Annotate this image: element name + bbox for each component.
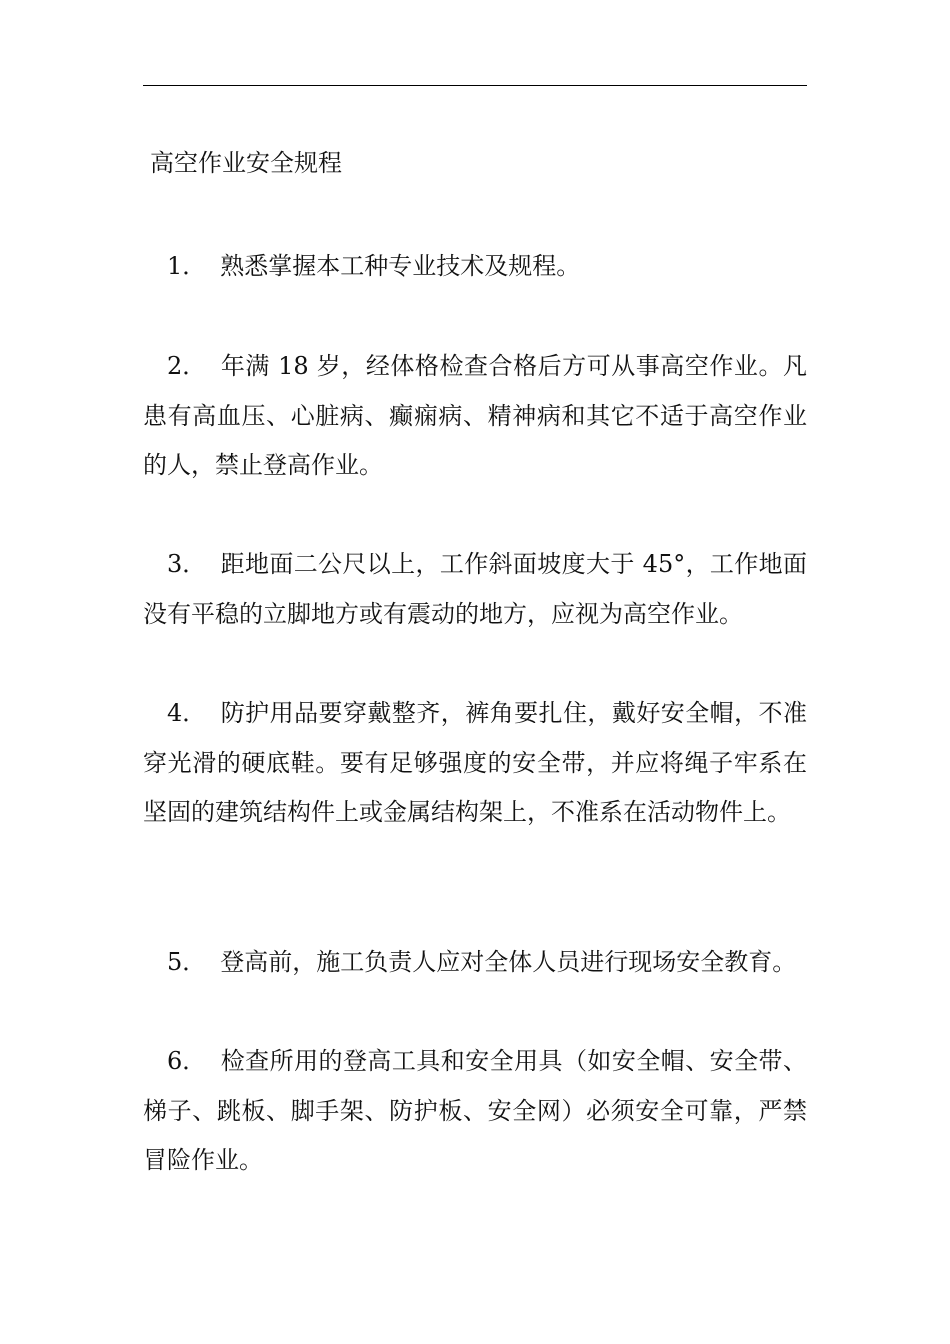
rule-item-4	[143, 689, 807, 838]
rule-text: 熟悉掌握本工种专业技术及规程。	[220, 252, 581, 280]
header-rule	[143, 85, 807, 86]
rule-number: 1．	[167, 252, 207, 280]
rule-number: 3．	[167, 550, 207, 578]
document-title: 高空作业安全规程	[150, 149, 342, 177]
rule-item-5	[143, 938, 807, 988]
rule-item-6	[143, 1037, 807, 1186]
rule-text: 年满 18 岁，经体格检查合格后方可从事高空作业。凡患有高血压、心脏病、癫痫病、精神病和其它不适于高空作业的人，禁止登高作业。	[143, 352, 807, 479]
rule-item-2	[143, 342, 807, 491]
rule-number: 5．	[167, 948, 207, 976]
rule-number: 6．	[167, 1047, 207, 1075]
rule-text: 防护用品要穿戴整齐，裤角要扎住，戴好安全帽，不准穿光滑的硬底鞋。要有足够强度的安全带，并应将绳子牢系在坚固的建筑结构件上或金属结构架上，不准系在活动物件上。	[143, 699, 807, 826]
rule-text: 距地面二公尺以上，工作斜面坡度大于 45°，工作地面没有平稳的立脚地方或有震动的地方，应视为高空作业。	[143, 550, 807, 628]
rule-item-3	[143, 540, 807, 639]
rule-number: 2．	[167, 352, 207, 380]
rule-text: 登高前，施工负责人应对全体人员进行现场安全教育。	[220, 948, 797, 976]
rule-item-1	[143, 242, 807, 292]
rule-number: 4．	[167, 699, 207, 727]
rule-text: 检查所用的登高工具和安全用具（如安全帽、安全带、梯子、跳板、脚手架、防护板、安全网）必须安全可靠，严禁冒险作业。	[143, 1047, 807, 1174]
